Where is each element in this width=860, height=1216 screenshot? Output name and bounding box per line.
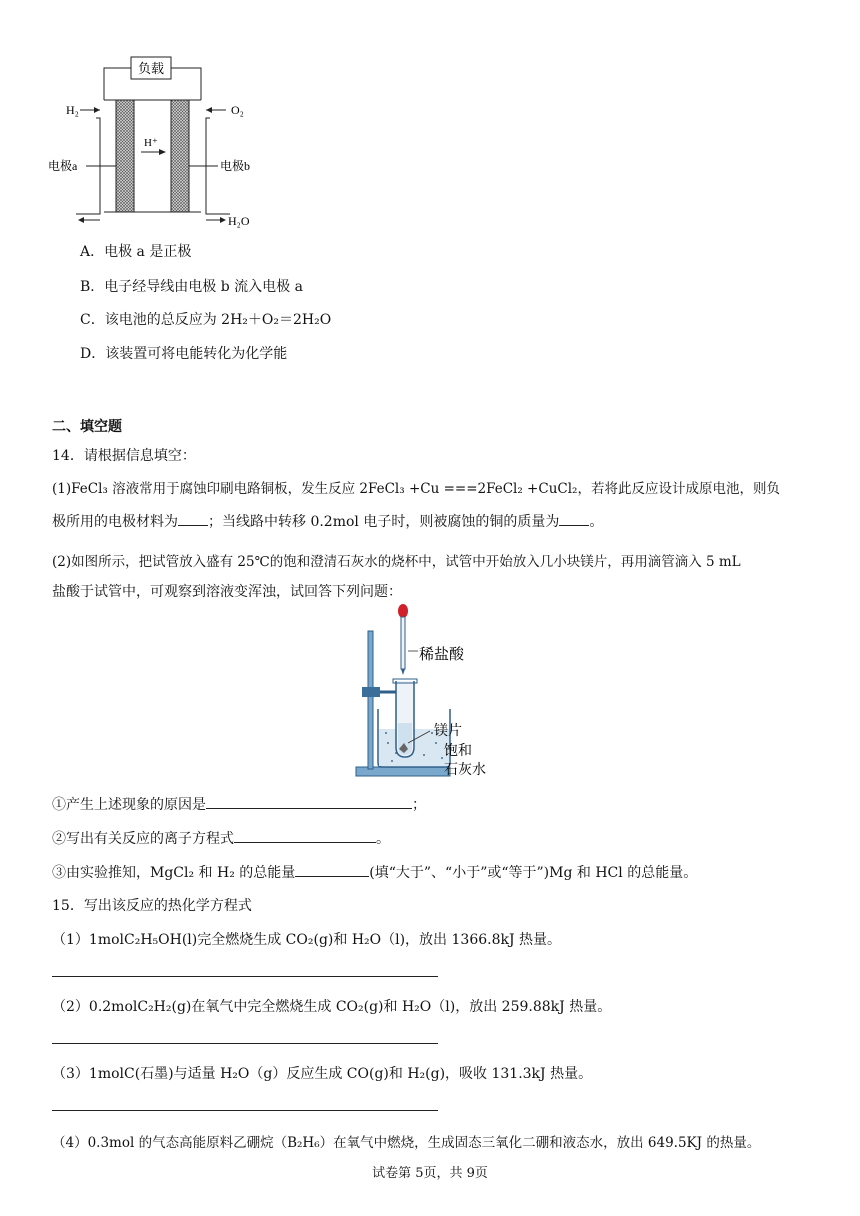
dropper-bulb <box>398 604 408 618</box>
q15-sub3: （3）1molC(石墨)与适量 H₂O（g）反应生成 CO(g)和 H₂(g)，吸收 131.3kJ 热量。 <box>52 1066 593 1082</box>
lime-label-line2: 石灰水 <box>444 763 486 778</box>
electrode-a-label: 电极a <box>48 159 78 173</box>
q14-sub2-text-b: 。 <box>376 831 390 847</box>
q14-part1-line1: (1)FeCl₃ 溶液常用于腐蚀印刷电路铜板，发生反应 2FeCl₃ +Cu ===2FeCl₂ +CuCl₂，若将此反应设计成原电池，则负 <box>52 481 780 497</box>
electrode-b-bar <box>171 100 189 212</box>
option-c: C．该电池的总反应为 2H₂＋O₂＝2H₂O <box>80 312 332 328</box>
page-footer: 试卷第 5页，共 9页 <box>372 1166 488 1181</box>
q14-part1-text-c: 。 <box>589 514 604 530</box>
q14-sub1 <box>52 794 426 814</box>
stand-rod <box>368 631 373 769</box>
option-a: A．电极 a 是正极 <box>80 244 192 260</box>
hplus-label: H⁺ <box>144 137 158 149</box>
q15-sub4: （4）0.3mol 的气态高能原料乙硼烷（B₂H₆）在氧气中燃烧，生成固态三氧化二硼和液态水，放出 649.5KJ 的热量。 <box>52 1135 761 1151</box>
answer-blank-ionic-equation[interactable] <box>234 828 376 843</box>
option-d: D．该装置可将电能转化为化学能 <box>80 346 288 362</box>
q14-part1-text-a: 极所用的电极材料为 <box>52 514 178 530</box>
q14-sub2 <box>52 828 390 848</box>
section-title: 二、填空题 <box>52 419 122 435</box>
answer-line-1[interactable] <box>52 976 438 977</box>
o2-label: O₂ <box>231 103 244 117</box>
q14-sub2-text-a: ②写出有关反应的离子方程式 <box>52 831 234 847</box>
fuel-cell-diagram <box>46 50 266 232</box>
answer-blank-energy[interactable] <box>295 862 369 877</box>
q14-sub1-text-a: ①产生上述现象的原因是 <box>52 797 206 813</box>
q14-part2-line1: (2)如图所示，把试管放入盛有 25℃的饱和澄清石灰水的烧杯中，试管中开始放入几小块镁片，再用滴管滴入 5 mL <box>52 554 741 570</box>
electrode-a-bar <box>116 100 134 212</box>
clamp-block <box>362 687 380 697</box>
acid-label: 稀盐酸 <box>419 647 465 663</box>
q14-stem: 14．请根据信息填空： <box>52 448 196 464</box>
q14-part1-text-b: ；当线路中转移 0.2mol 电子时，则被腐蚀的铜的质量为 <box>208 514 560 530</box>
option-b: B．电子经导线由电极 b 流入电极 a <box>80 279 303 295</box>
load-label: 负载 <box>137 61 165 76</box>
dropper-tube <box>401 617 405 669</box>
q14-sub3-text-a: ③由实验推知，MgCl₂ 和 H₂ 的总能量 <box>52 865 296 881</box>
answer-blank-reason[interactable] <box>206 794 412 809</box>
beaker-svg <box>348 603 508 783</box>
lime-label-line1: 饱和 <box>444 744 472 759</box>
answer-blank-copper-mass[interactable] <box>559 511 589 526</box>
q14-sub3-text-b: (填“大于”、“小于”或“等于”)Mg 和 HCl 的总能量。 <box>369 865 698 881</box>
q15-stem: 15．写出该反应的热化学方程式 <box>52 898 252 914</box>
beaker-experiment-figure <box>348 603 508 783</box>
q14-part1-line2 <box>52 511 603 531</box>
q14-sub1-text-b: ； <box>412 797 426 813</box>
answer-line-3[interactable] <box>52 1110 438 1111</box>
h2-label: H₂ <box>66 103 79 117</box>
q15-sub2: （2）0.2molC₂H₂(g)在氧气中完全燃烧生成 CO₂(g)和 H₂O（l)，放出 259.88kJ 热量。 <box>52 999 612 1015</box>
answer-blank-electrode[interactable] <box>178 511 208 526</box>
electrode-b-label: 电极b <box>220 159 251 173</box>
h2o-label: H₂O <box>228 214 250 228</box>
magnesium-label: 镁片 <box>434 724 462 739</box>
q14-sub3 <box>52 862 697 882</box>
q15-sub1: （1）1molC₂H₅OH(l)完全燃烧生成 CO₂(g)和 H₂O（l)，放出 1366.8kJ 热量。 <box>52 932 562 948</box>
q14-part2-line2: 盐酸于试管中，可观察到溶液变浑浊，试回答下列问题： <box>52 584 402 600</box>
answer-line-2[interactable] <box>52 1043 438 1044</box>
fuel-cell-svg <box>46 50 266 232</box>
